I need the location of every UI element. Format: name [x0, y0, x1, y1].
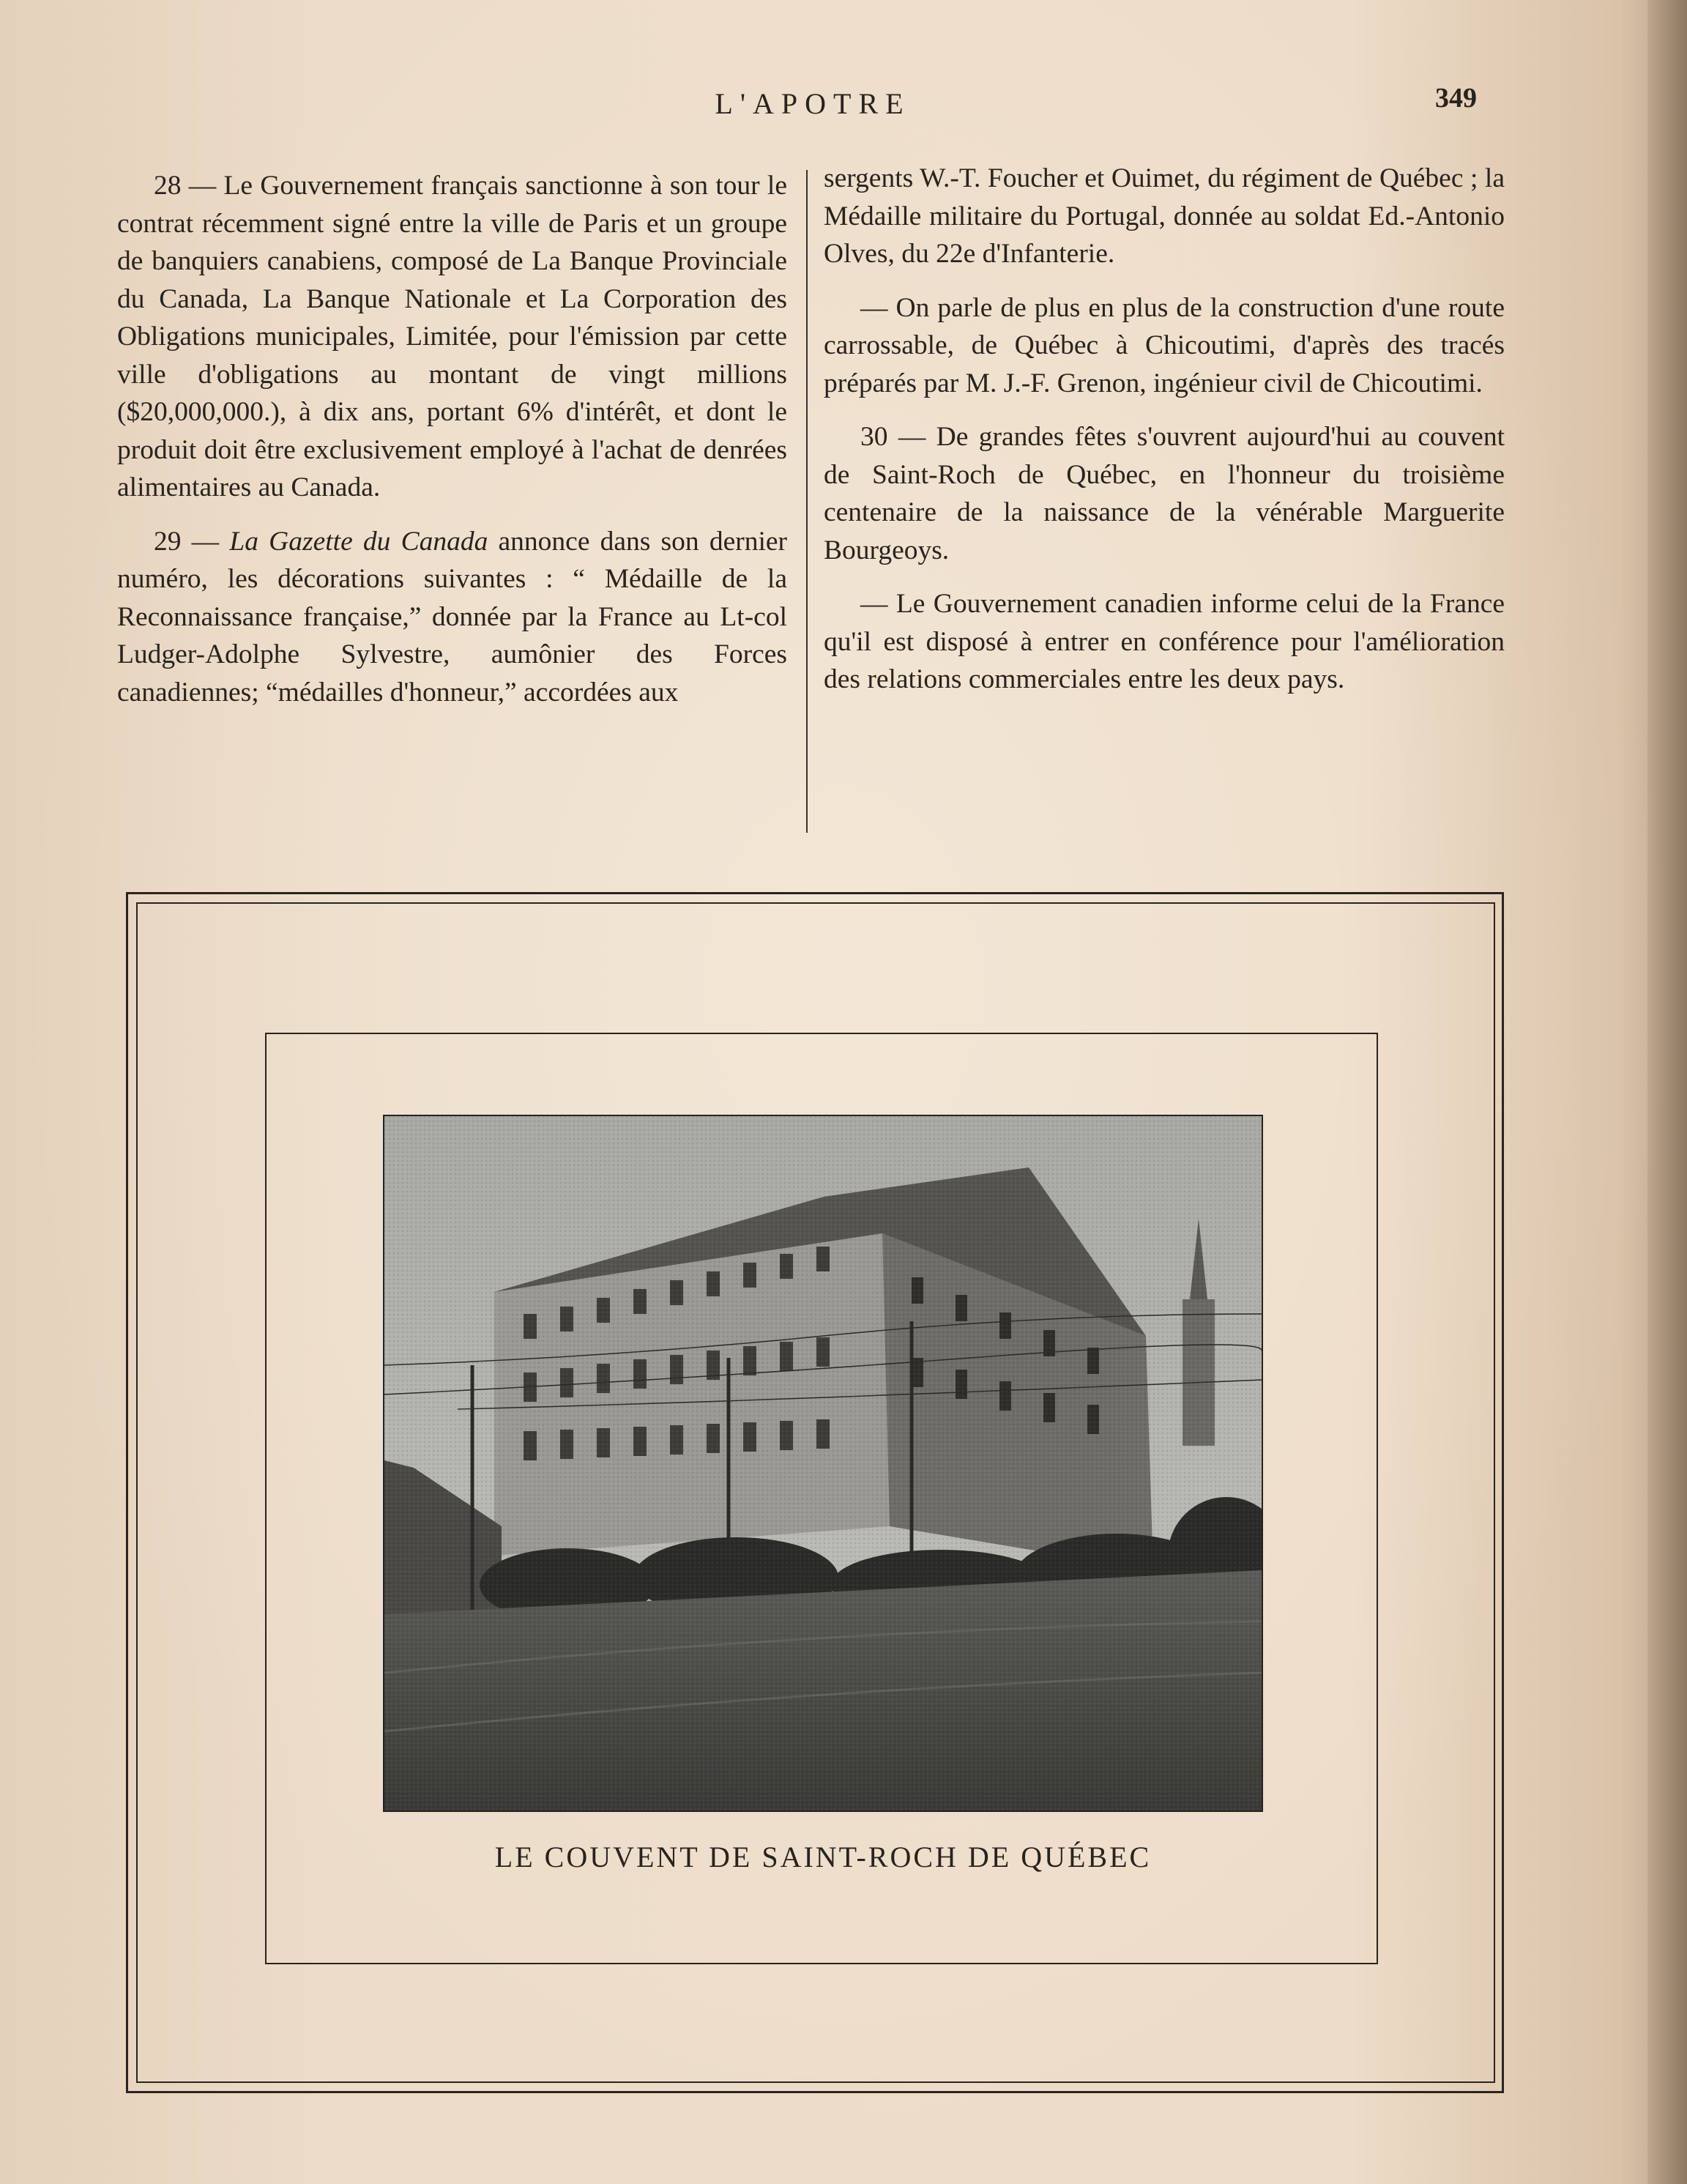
page-number: 349 [1435, 83, 1477, 114]
running-title: L'APOTRE [715, 87, 911, 120]
right-column [824, 160, 1505, 715]
entry-paragraph-29 [117, 523, 787, 712]
entry-paragraph-route: — On parle de plus en plus de la construction d'une route carrossable, de Québec à Chicoutimi, d'après des tracés préparés par M. J.-F. Grenon, ingénieur civil de Chicoutimi. [824, 292, 1505, 398]
convent-photograph [383, 1115, 1263, 1812]
binding-gutter [1647, 0, 1687, 2184]
figure-caption: LE COUVENT DE SAINT-ROCH DE QUÉBEC [494, 1841, 1152, 1873]
publication-title: La Gazette du Canada [229, 526, 488, 557]
entry-paragraph-28: 28 — Le Gouvernement français sanctionne à son tour le contrat récemment signé entre la ville de Paris et un groupe de banquiers canabiens, composé de La Banque Provinciale du Canada, La Banque Nationale et La Corporation des Obligations municipales, Limitée, pour l'émission par cette ville d'obligations au montant de vingt millions ($20,000,000.), à dix ans, portant 6% d'intérêt, et dont le produit doit être exclusivement employé à l'achat de denrées alimentaires au Canada. [117, 171, 787, 502]
column-divider [806, 170, 808, 833]
entry-paragraph-relations: — Le Gouvernement canadien informe celui de la France qu'il est disposé à entrer en conférence pour l'amélioration des relations commerciales entre les deux pays. [824, 589, 1505, 694]
entry-text-29: annonce dans son dernier numéro, les décorations suivantes : “ Médaille de la Reconnaissance française,” donnée par la France au Lt-col Ludger-Adolphe Sylvestre, aumônier des Forces canadiennes; “médailles d'honneur,” accordées aux [117, 526, 788, 707]
left-column [117, 167, 787, 727]
continued-paragraph: sergents W.-T. Foucher et Ouimet, du régiment de Québec ; la Médaille militaire du Portugal, donnée au soldat Ed.-Antonio Olves, du 22e d'Infanterie. [824, 163, 1505, 269]
entry-date-29: 29 — [154, 526, 230, 557]
convent-photograph-illustration [384, 1116, 1262, 1810]
entry-paragraph-30: 30 — De grandes fêtes s'ouvrent aujourd'hui au couvent de Saint-Roch de Québec, en l'honneur du troisième centenaire de la naissance de la vénérable Marguerite Bourgeoys. [824, 422, 1505, 565]
